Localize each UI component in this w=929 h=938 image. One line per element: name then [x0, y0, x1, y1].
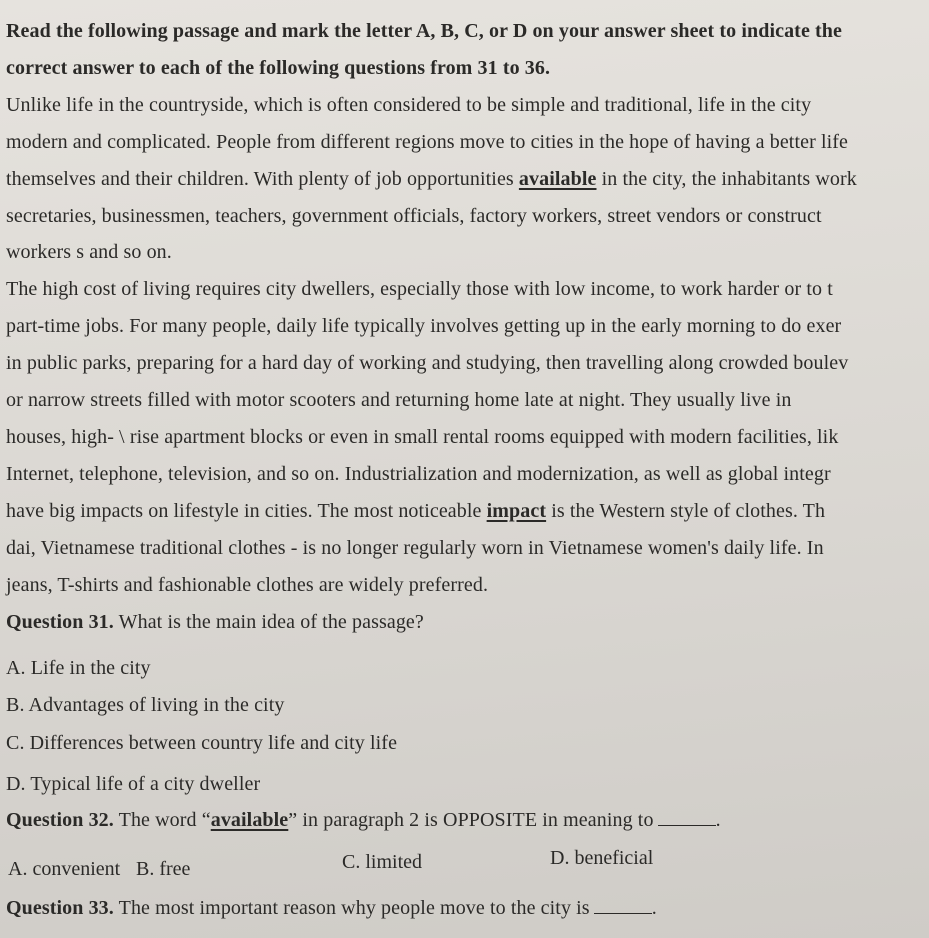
passage-text: themselves and their children. With plenty of job opportunities — [6, 168, 519, 190]
question-32-label: Question 32. — [6, 809, 114, 831]
question-33-label: Question 33. — [6, 897, 114, 919]
passage-line: secretaries, businessmen, teachers, government officials, factory workers, street vendors or construct — [6, 205, 822, 227]
question-32 — [6, 808, 721, 832]
q32-option-d[interactable]: D. beneficial — [550, 847, 654, 869]
question-31 — [6, 610, 424, 634]
q32-option-c[interactable]: C. limited — [342, 851, 422, 873]
q32-option-b[interactable]: B. free — [136, 858, 191, 880]
passage-line: modern and complicated. People from different regions move to cities in the hope of having a better life — [6, 131, 848, 153]
question-31-label: Question 31. — [6, 611, 114, 633]
passage-line: in public parks, preparing for a hard day of working and studying, then travelling along crowded boulev — [6, 352, 849, 374]
answer-blank — [658, 811, 716, 826]
passage-line: The high cost of living requires city dwellers, especially those with low income, to work harder or to t — [6, 278, 833, 300]
passage-line — [6, 499, 825, 523]
passage-line: Unlike life in the countryside, which is often considered to be simple and traditional, life in the city — [6, 94, 812, 116]
q31-option-a[interactable]: A. Life in the city — [6, 657, 151, 679]
passage-line: workers s and so on. — [6, 241, 172, 263]
passage-text: is the Western style of clothes. Th — [546, 500, 826, 522]
question-32-text: The word “ — [113, 809, 211, 831]
instructions-line-2: correct answer to each of the following questions from 31 to 36. — [6, 57, 551, 79]
passage-line: dai, Vietnamese traditional clothes - is no longer regularly worn in Vietnamese women's daily life. In — [6, 537, 824, 559]
passage-line: or narrow streets filled with motor scooters and returning home late at night. They usually live in — [6, 389, 792, 411]
answer-blank — [594, 899, 652, 914]
instructions-line-1: Read the following passage and mark the letter A, B, C, or D on your answer sheet to indicate the — [6, 20, 842, 42]
passage-text: have big impacts on lifestyle in cities. The most noticeable — [6, 500, 487, 522]
q31-option-b[interactable]: B. Advantages of living in the city — [6, 694, 285, 716]
question-32-word: available — [210, 809, 289, 831]
q31-option-d[interactable]: D. Typical life of a city dweller — [6, 773, 261, 795]
question-31-text: What is the main idea of the passage? — [113, 611, 424, 633]
q31-option-c[interactable]: C. Differences between country life and city life — [6, 732, 398, 754]
question-32-end: . — [715, 809, 721, 831]
passage-line — [6, 167, 857, 191]
highlighted-word-impact: impact — [486, 500, 547, 522]
q32-option-a[interactable]: A. convenient — [8, 858, 121, 880]
question-33 — [6, 896, 657, 920]
question-33-text: The most important reason why people move to the city is — [113, 897, 590, 919]
passage-line: jeans, T-shirts and fashionable clothes are widely preferred. — [6, 574, 489, 596]
passage-text: in the city, the inhabitants work — [596, 168, 857, 190]
highlighted-word-available: available — [518, 168, 597, 190]
question-32-text: ” in paragraph 2 is OPPOSITE in meaning to — [288, 809, 654, 831]
passage-line: part-time jobs. For many people, daily life typically involves getting up in the early morning to do exer — [6, 315, 842, 337]
passage-line: Internet, telephone, television, and so on. Industrialization and modernization, as well as global integr — [6, 463, 831, 485]
question-33-end: . — [651, 897, 657, 919]
passage-line: houses, high- \ rise apartment blocks or even in small rental rooms equipped with modern facilities, lik — [6, 426, 839, 448]
